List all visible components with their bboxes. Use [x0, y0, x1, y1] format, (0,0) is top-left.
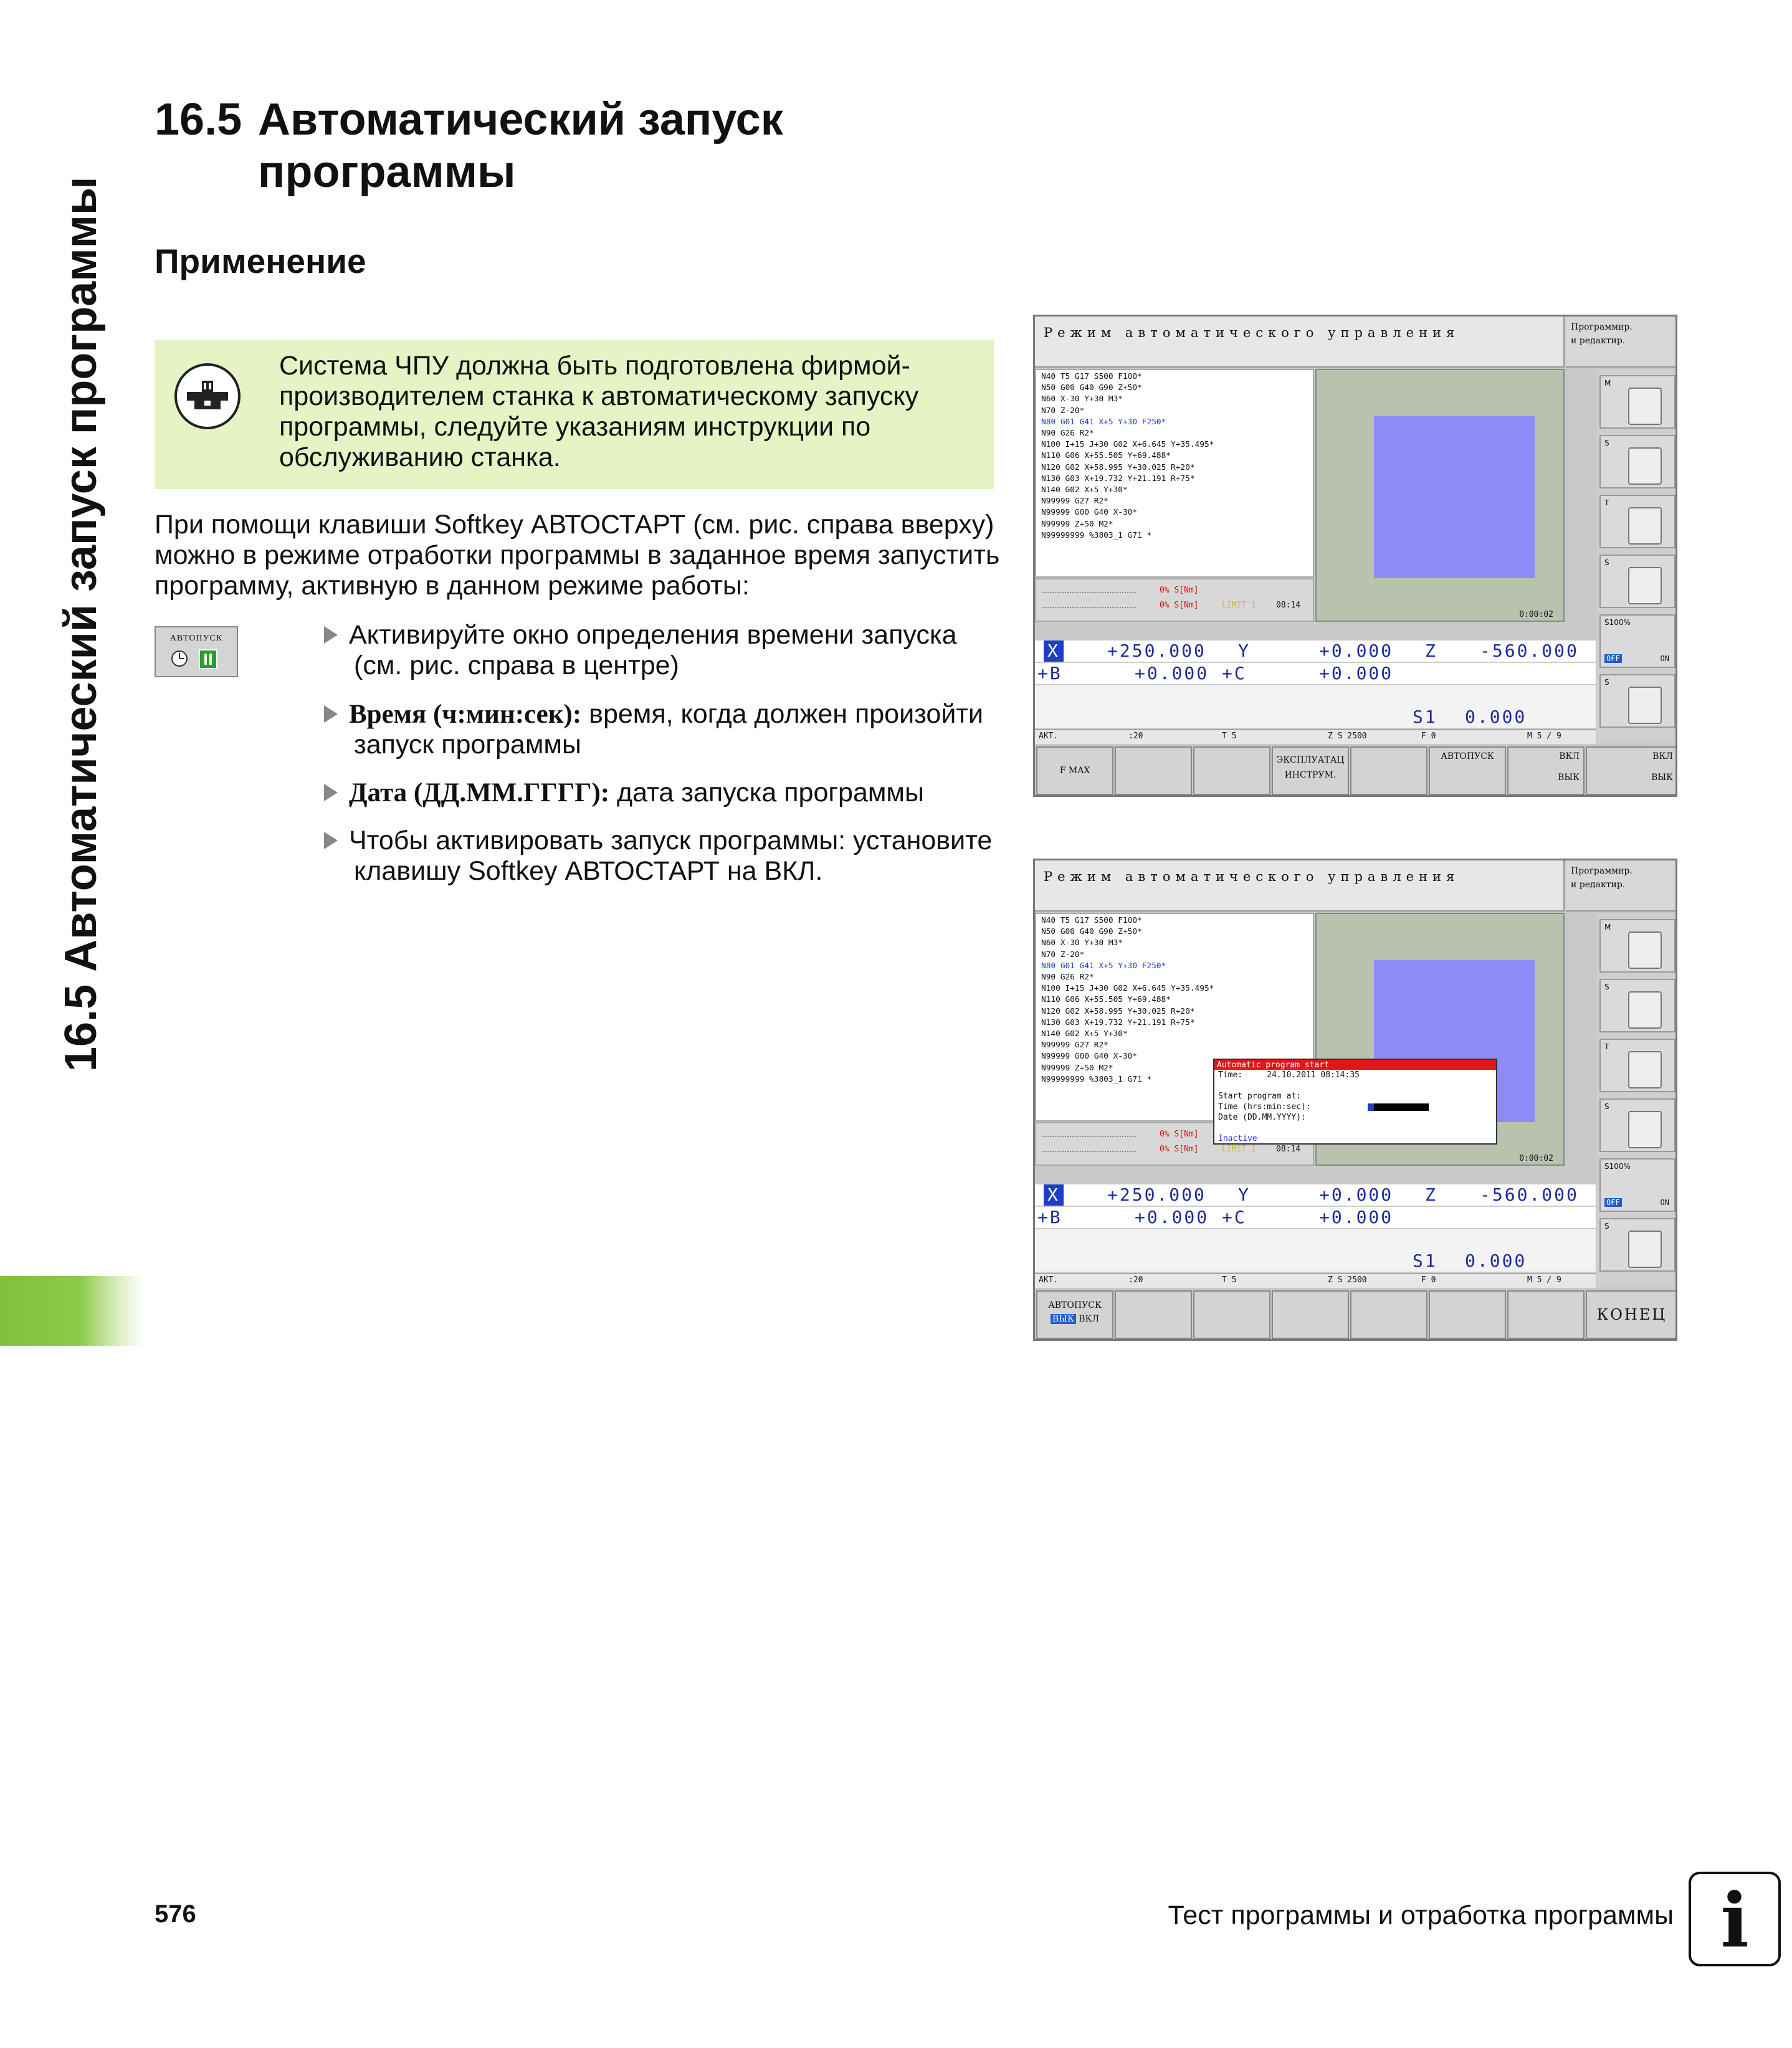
mode-header: Режим автоматического управления	[1035, 860, 1565, 912]
cnc-screen-bottom	[1033, 859, 1677, 1341]
softkey-blank-5[interactable]	[1429, 1290, 1506, 1339]
autostart-label: АВТОПУСК	[169, 634, 223, 643]
note-box	[155, 340, 994, 489]
note-text: Система ЧПУ должна быть подготовлена фирмой-производителем станка к автоматическому запуску программы, следуйте указаниям инструкции по обслуживанию станка.	[279, 351, 919, 472]
section-title-line2: программы	[258, 147, 516, 197]
softkey-blank-3[interactable]	[1272, 1290, 1349, 1339]
intro-paragraph: При помощи клавиши Softkey АВТОСТАРТ (см. рис. справа вверху) можно в режиме отработки программы в заданное время запустить программу, активную в данном режиме работы:	[155, 510, 1000, 601]
softkey-blank-1[interactable]	[1115, 746, 1192, 795]
softkey-s[interactable]: S	[1599, 435, 1675, 488]
mode-header: Режим автоматического управления	[1035, 317, 1565, 368]
dialog-title: Automatic program start	[1214, 1060, 1496, 1070]
side-running-title: 16.5 Автоматический запуск программы	[56, 176, 106, 1072]
spindle-row: S1 0.000	[1035, 1229, 1596, 1273]
axis-row-2: +B +0.000 +C +0.000	[1035, 1207, 1596, 1229]
section-number: 16.5	[155, 95, 242, 145]
bullet-triangle-icon	[324, 832, 338, 849]
softkey-s-minus[interactable]: S	[1599, 674, 1675, 728]
autostart-softkey	[155, 626, 238, 677]
softkey-s100[interactable]: S100% OFF ON	[1599, 1158, 1675, 1212]
bullet-activate-start: Чтобы активировать запуск программы: установите клавишу Softkey АВТОСТАРТ на ВКЛ.	[324, 826, 1003, 887]
bullet-date: Дата (ДД.ММ.ГГГГ): дата запуска программы	[324, 778, 1003, 808]
chapter-tab-marker	[0, 1276, 143, 1346]
footer-title: Тест программы и отработка программы	[1168, 1900, 1674, 1930]
status-line: АКТ. :20 T 5 Z S 2500 F 0 M 5 / 9	[1035, 729, 1596, 744]
softkey-bar	[1035, 1288, 1677, 1341]
bullet-activate-window: Активируйте окно определения времени запуска (см. рис. справа в центре)	[324, 620, 1003, 681]
softkey-s-plus[interactable]: S	[1599, 1098, 1675, 1152]
softkey-blank-2[interactable]	[1193, 746, 1270, 795]
time-input[interactable]	[1368, 1103, 1429, 1111]
workpiece-graphic	[1374, 416, 1535, 578]
softkey-t[interactable]: T	[1599, 1039, 1675, 1092]
softkey-autostart-toggle[interactable]: АВТОПУСК ВЫК ВКЛ	[1036, 1290, 1113, 1339]
graph-time: 0:00:02	[1519, 610, 1553, 619]
softkey-graphics-toggle[interactable]: ВКЛ ВЫК	[1507, 746, 1585, 795]
softkey-bar	[1035, 744, 1677, 797]
dialog-state: Inactive	[1218, 1134, 1257, 1143]
status-line: АКТ. :20 T 5 Z S 2500 F 0 M 5 / 9	[1035, 1273, 1596, 1288]
prog-mode-key[interactable]: Программир. и редактир.	[1566, 860, 1677, 912]
bullet-triangle-icon	[324, 705, 338, 723]
spindle-row: S1 0.000	[1035, 685, 1596, 729]
clock-start-icon	[156, 644, 237, 675]
program-listing: N40 T5 G17 S500 F100* N50 G00 G40 G90 Z+50* N60 X-30 Y+30 M3* N70 Z-20* N80 G01 G41 X+5 Y+30 F250* N90 G26 R2* N100 I+15 J+30 G02 X+6.645 Y+35.495* N110 G06 X+55.505 Y+69.488* N120 G02 X+58.995 Y+30.025 R+20* N130 G03 X+19.732 Y+21.191 R+75* N140 G02 X+5 Y+30* N99999 G27 R2* N99999 G00 G40 X-30* N99999 Z+50 M2* N99999999 %3803_1 G71 *	[1035, 913, 1314, 1122]
vertical-softkeys	[1597, 913, 1677, 1287]
graphics-window	[1315, 369, 1565, 622]
softkey-blank-1[interactable]	[1115, 1290, 1192, 1339]
softkey-blank-4[interactable]	[1350, 1290, 1427, 1339]
softkey-t[interactable]: T	[1599, 495, 1675, 548]
page-number: 576	[155, 1900, 196, 1928]
graph-time: 0:00:02	[1519, 1154, 1553, 1163]
axis-row-2: +B +0.000 +C +0.000	[1035, 663, 1596, 685]
softkey-fmax[interactable]: F MAX	[1036, 746, 1113, 795]
softkey-m[interactable]: M	[1599, 919, 1675, 973]
subheading: Применение	[155, 242, 366, 280]
softkey-blank-6[interactable]	[1507, 1290, 1585, 1339]
axis-row-1: X +250.000 Y +0.000 Z -560.000	[1035, 641, 1596, 663]
softkey-autostart[interactable]: АВТОПУСК	[1429, 746, 1506, 795]
softkey-edit-toggle[interactable]: ВКЛ ВЫК	[1586, 746, 1677, 795]
section-title-line1: Автоматический запуск	[258, 95, 783, 145]
cnc-screen-top	[1033, 315, 1677, 797]
section-heading	[155, 93, 783, 198]
bullet-time: Время (ч:мин:сек): время, когда должен произойти запуск программы	[324, 699, 1003, 760]
autostart-dialog: Automatic program start Time: 24.10.2011 08:14:35 Start program at: Time (hrs:min:sec): Date (DD.MM.YYYY): Inactive	[1213, 1059, 1497, 1145]
softkey-s-minus[interactable]: S	[1599, 1218, 1675, 1272]
vertical-softkeys	[1597, 369, 1677, 743]
softkey-s100[interactable]: S100% OFF ON	[1599, 614, 1675, 668]
input-cursor	[1368, 1103, 1374, 1111]
info-icon: i	[1689, 1872, 1781, 1966]
load-status: 0% S[Nm] 0% S[Nm] LIMIT 1 08:14	[1035, 578, 1314, 622]
softkey-tool-usage[interactable]: ЭКСПЛУАТАЦ ИНСТРУМ.	[1272, 746, 1349, 795]
softkey-s-plus[interactable]: S	[1599, 555, 1675, 608]
softkey-blank-3[interactable]	[1350, 746, 1427, 795]
program-listing: N40 T5 G17 S500 F100* N50 G00 G40 G90 Z+50* N60 X-30 Y+30 M3* N70 Z-20* N80 G01 G41 X+5 Y+30 F250* N90 G26 R2* N100 I+15 J+30 G02 X+6.645 Y+35.495* N110 G06 X+55.505 Y+69.488* N120 G02 X+58.995 Y+30.025 R+20* N130 G03 X+19.732 Y+21.191 R+75* N140 G02 X+5 Y+30* N99999 G27 R2* N99999 G00 G40 X-30* N99999 Z+50 M2* N99999999 %3803_1 G71 *	[1035, 369, 1314, 578]
machine-tool-icon	[174, 363, 241, 429]
prog-mode-key[interactable]: Программир. и редактир.	[1566, 317, 1677, 368]
bullet-triangle-icon	[324, 784, 338, 801]
bullet-triangle-icon	[324, 626, 338, 644]
softkey-s[interactable]: S	[1599, 979, 1675, 1032]
softkey-blank-2[interactable]	[1193, 1290, 1270, 1339]
load-status: 0% S[Nm] 0% S[Nm] LIMIT 1 08:14	[1035, 1122, 1314, 1166]
softkey-m[interactable]: M	[1599, 375, 1675, 429]
softkey-end[interactable]: КОНЕЦ	[1586, 1290, 1677, 1339]
axis-row-1: X +250.000 Y +0.000 Z -560.000	[1035, 1184, 1596, 1207]
